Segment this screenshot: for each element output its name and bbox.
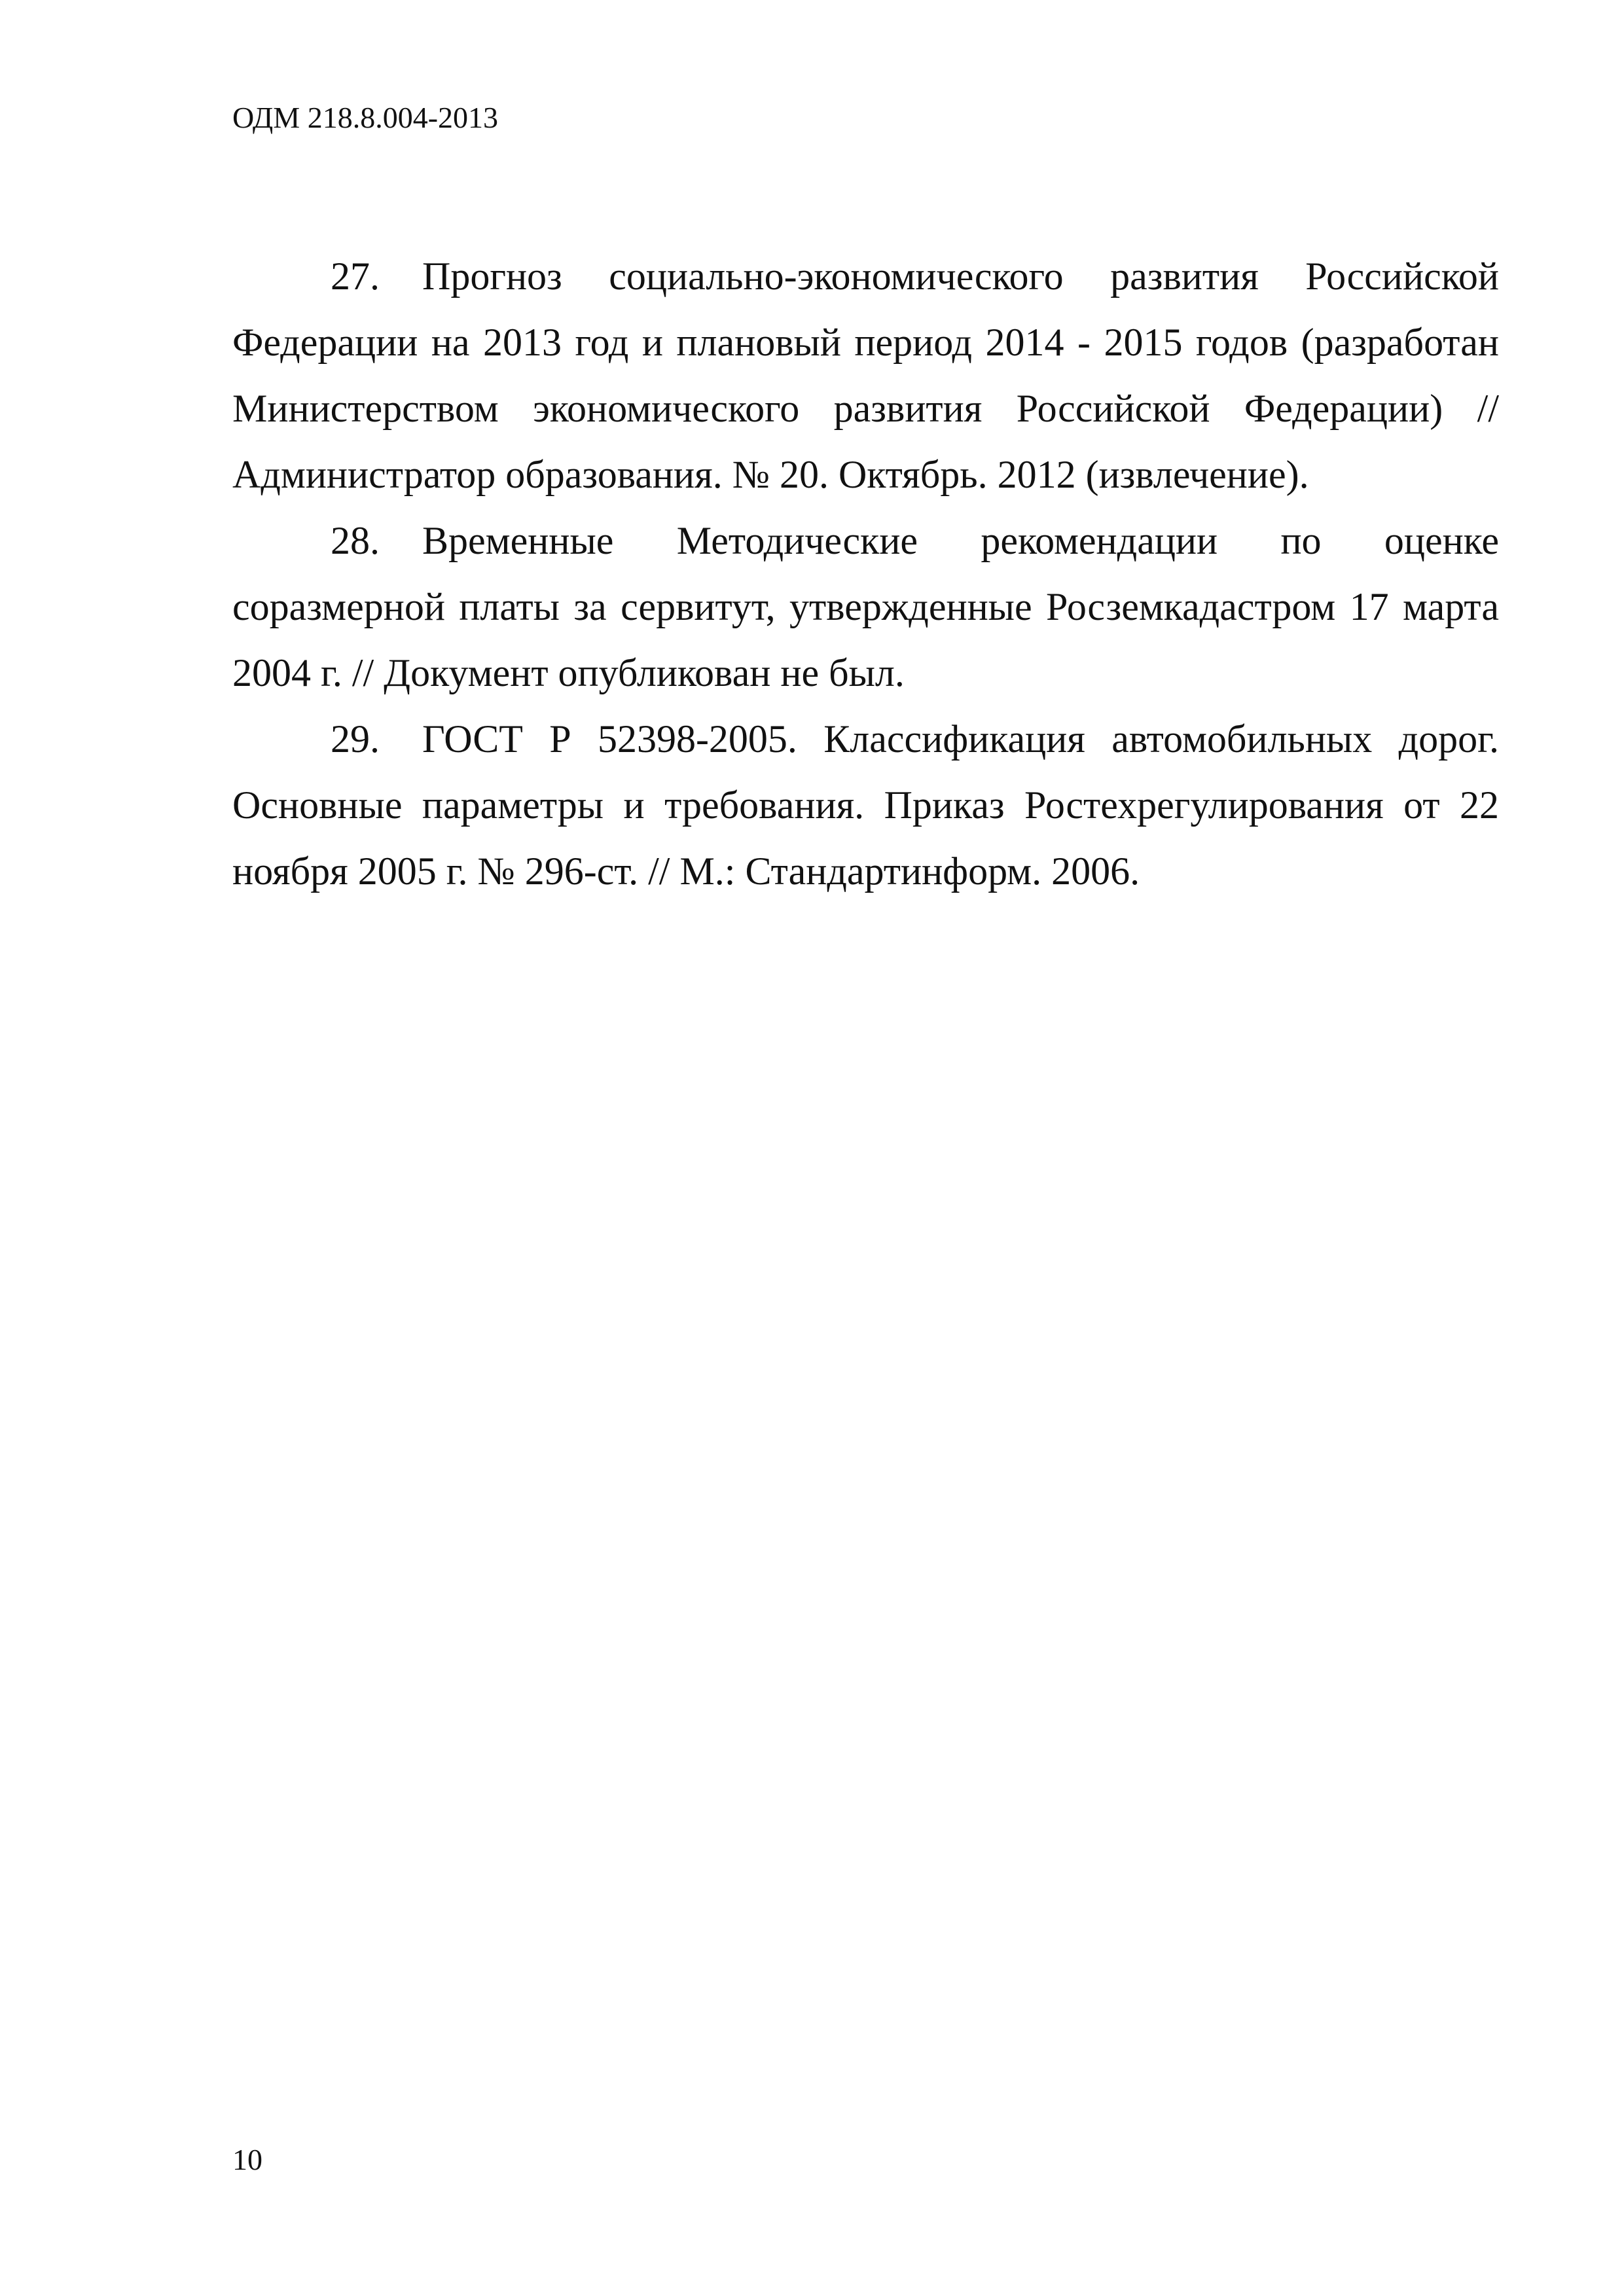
page-number: 10 xyxy=(232,2143,262,2176)
reference-text: Прогноз социально-экономического развития Российской Федерации на 2013 год и плановый период 2014 - 2015 годов (разработан Министерством экономического развития Российской Федерации) // Администратор образования. № 20. Октябрь. 2012 (извлечение). xyxy=(232,255,1499,496)
reference-item-27 xyxy=(232,243,1499,508)
reference-item-28 xyxy=(232,508,1499,706)
reference-text: Временные Методические рекомендации по оценке соразмерной платы за сервитут, утвержденные Росземкадастром 17 марта 2004 г. // Документ опубликован не был. xyxy=(232,519,1499,694)
reference-list xyxy=(232,243,1499,905)
document-code-header: ОДМ 218.8.004-2013 xyxy=(232,101,499,134)
reference-number: 27. xyxy=(331,255,380,298)
reference-item-29 xyxy=(232,706,1499,905)
reference-number: 29. xyxy=(331,717,380,761)
reference-text: ГОСТ Р 52398-2005. Классификация автомобильных дорог. Основные параметры и требования. Приказ Ростехрегулирования от 22 ноября 2005 г. № 296-ст. // М.: Стандартинформ. 2006. xyxy=(232,717,1499,893)
reference-number: 28. xyxy=(331,519,380,562)
